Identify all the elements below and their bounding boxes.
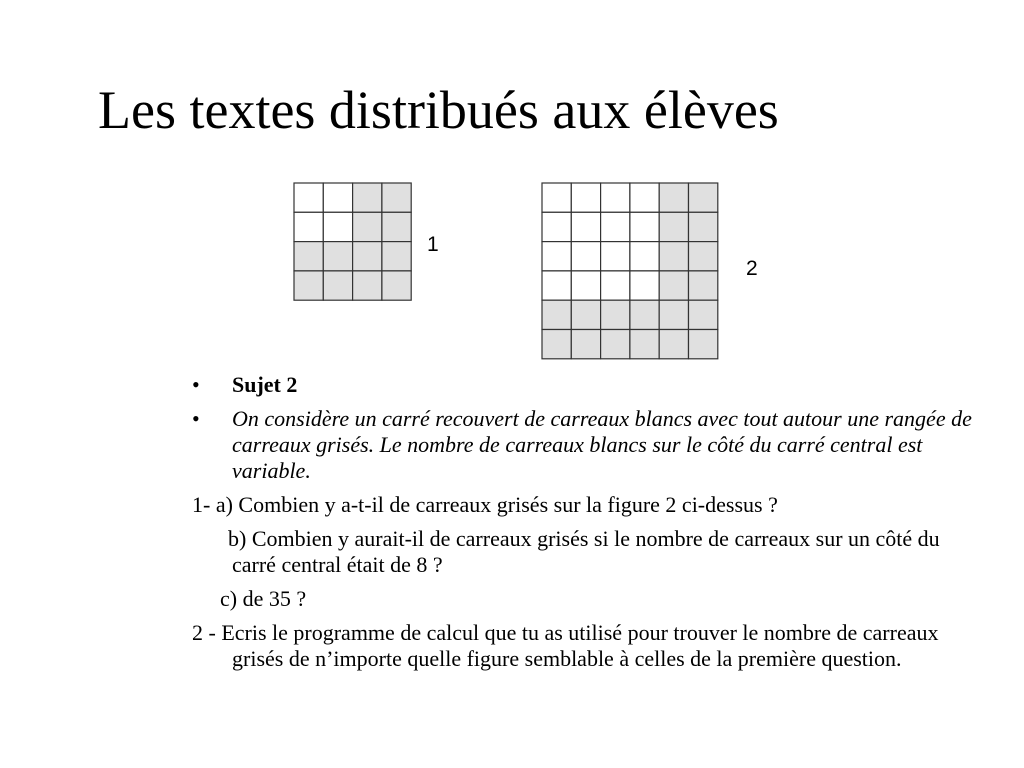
grey-tile [689,242,718,271]
white-tile [571,271,600,300]
bullet-statement [192,406,972,484]
figure-2-label: 2 [746,257,758,280]
grey-tile [382,242,411,271]
slide-title: Les textes distribués aux élèves [98,80,779,140]
grey-tile [294,242,323,271]
white-tile [630,212,659,241]
grey-tile [689,271,718,300]
bullet-subject [192,372,972,398]
white-tile [601,183,630,212]
question-1a: 1- a) Combien y a-t-il de carreaux grisés sur la figure 2 ci-dessus ? [192,492,778,517]
grey-tile [689,183,718,212]
grey-tile [571,300,600,329]
grey-tile [542,330,571,359]
grey-tile [659,212,688,241]
exercise-text [192,372,972,680]
white-tile [571,212,600,241]
grey-tile [571,330,600,359]
white-tile [601,271,630,300]
white-tile [294,212,323,241]
grey-tile [659,242,688,271]
white-tile [601,242,630,271]
grey-tile [659,183,688,212]
grey-tile [601,300,630,329]
white-tile [542,242,571,271]
white-tile [571,242,600,271]
figure-2-grid [541,182,719,362]
white-tile [294,183,323,212]
figure-1-label: 1 [427,233,439,256]
white-tile [630,242,659,271]
grey-tile [353,183,382,212]
grey-tile [659,300,688,329]
white-tile [542,183,571,212]
grey-tile [382,183,411,212]
white-tile [630,183,659,212]
white-tile [323,212,352,241]
grey-tile [689,212,718,241]
grey-tile [689,300,718,329]
grey-tile [294,271,323,300]
white-tile [571,183,600,212]
grey-tile [323,242,352,271]
white-tile [601,212,630,241]
grey-tile [689,330,718,359]
white-tile [323,183,352,212]
grey-tile [659,330,688,359]
grey-tile [601,330,630,359]
grey-tile [382,271,411,300]
grey-tile [659,271,688,300]
white-tile [630,271,659,300]
grey-tile [353,212,382,241]
bullet-marker: • [192,406,200,431]
white-tile [542,212,571,241]
grey-tile [382,212,411,241]
grey-tile [630,300,659,329]
question-2: 2 - Ecris le programme de calcul que tu as utilisé pour trouver le nombre de carreaux grisés de n’importe quelle figure semblable à celles de la première question. [192,620,939,671]
figure-1-grid [293,182,413,304]
question-1c: c) de 35 ? [220,586,307,611]
grey-tile [353,271,382,300]
grey-tile [630,330,659,359]
question-1b: b) Combien y aurait-il de carreaux grisés si le nombre de carreaux sur un côté du carré central était de 8 ? [228,526,940,577]
problem-statement: On considère un carré recouvert de carreaux blancs avec tout autour une rangée de carreaux grisés. Le nombre de carreaux blancs sur le côté du carré central est variable. [232,406,972,483]
subject-heading: Sujet 2 [232,372,298,397]
grey-tile [323,271,352,300]
white-tile [542,271,571,300]
grey-tile [353,242,382,271]
grey-tile [542,300,571,329]
bullet-marker: • [192,372,200,397]
